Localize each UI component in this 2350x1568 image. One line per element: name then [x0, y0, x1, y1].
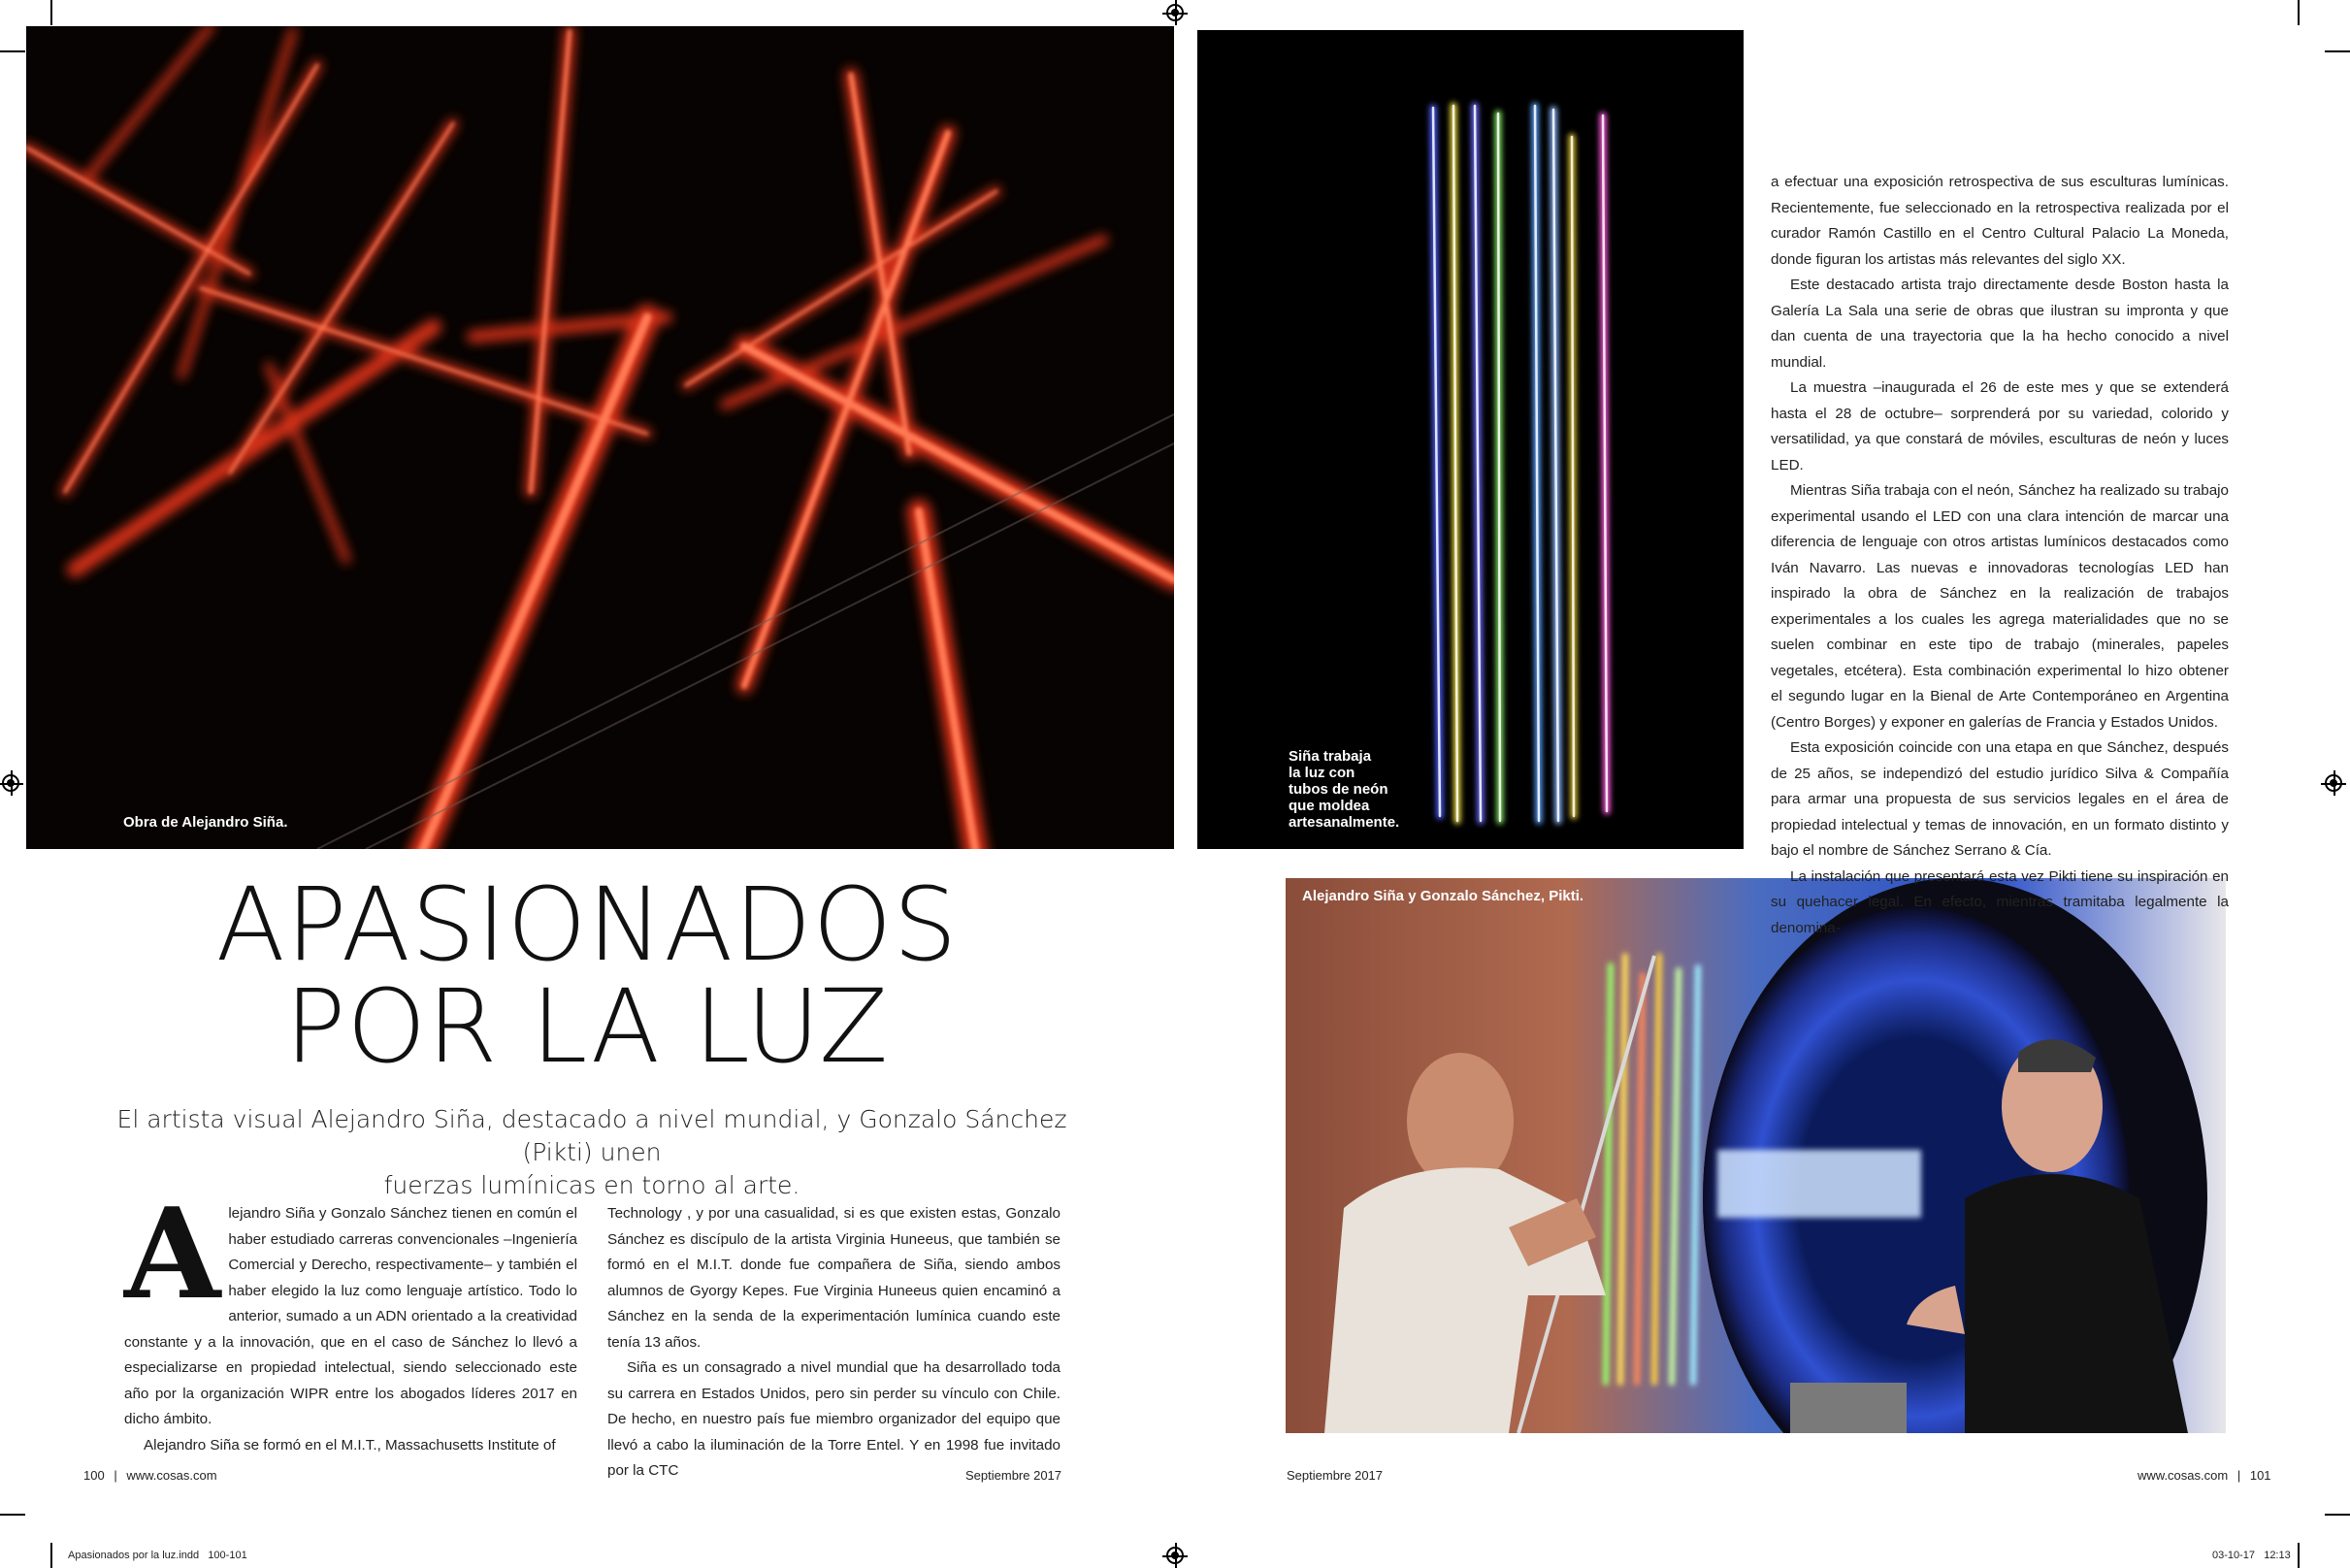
paragraph: Este destacado artista trajo directamente desde Boston hasta la Galería La Sala una serie de obras que ilustran su impronta y que dan cuenta de una trayectoria que la ha hecho conocido a nivel mundial.	[1771, 277, 2229, 371]
caption-line: artesanalmente.	[1289, 814, 1400, 831]
crop-mark	[2298, 1543, 2300, 1568]
paragraph: La muestra –inaugurada el 26 de este mes y que se extenderá hasta el 28 de octubre– sorprenderá por su variedad, colorido y versatilidad, ya que constará de móviles, esculturas de neón y luces LED.	[1771, 379, 2229, 474]
photo-artists-portrait	[1286, 878, 2226, 1433]
photo-caption: Obra de Alejandro Siña.	[123, 814, 288, 831]
drop-cap: A	[124, 1182, 221, 1327]
photo-neon-tubes	[1197, 30, 1744, 849]
caption-line: que moldea	[1289, 798, 1370, 814]
crop-mark	[0, 50, 25, 52]
page-number: 101	[2249, 1468, 2271, 1483]
paragraph: a efectuar una exposición retrospectiva de sus esculturas lumínicas. Recientemente, fue seleccionado en la retrospectiva realizada por el curador Ramón Castillo en el Centro Cultural Palacio La Moneda, donde figuran los artistas más relevantes del siglo XX.	[1771, 174, 2229, 268]
folio-separator: |	[2236, 1468, 2241, 1483]
paragraph: La instalación que presentará esta vez Pikti tiene su inspiración en su quehacer legal. En efecto, mientras tramitaba legalmente la denomina-	[1771, 867, 2229, 936]
crop-mark	[2298, 0, 2300, 25]
photo-red-neon-artwork	[26, 26, 1174, 849]
body-column-1	[124, 1182, 577, 1458]
caption-line: Siña trabaja	[1289, 748, 1372, 765]
folio-separator: |	[114, 1468, 117, 1483]
page-number: 100	[83, 1468, 105, 1483]
crop-mark	[50, 1543, 52, 1568]
paragraph: Alejandro Siña se formó en el M.I.T., Massachusetts Institute of	[144, 1436, 556, 1454]
site-url: www.cosas.com	[2138, 1468, 2229, 1483]
standfirst	[116, 1103, 1067, 1202]
photo-caption	[1289, 748, 1399, 831]
crop-mark	[2325, 50, 2350, 52]
site-url: www.cosas.com	[126, 1468, 217, 1483]
crop-mark	[50, 0, 52, 25]
photo-caption: Alejandro Siña y Gonzalo Sánchez, Pikti.	[1302, 888, 1584, 904]
registration-mark	[1166, 4, 1184, 21]
headline-line-1: APASIONADOS	[215, 866, 959, 984]
body-column-3	[1771, 170, 2229, 941]
crop-mark	[2325, 1514, 2350, 1516]
folio-date-left: Septiembre 2017	[965, 1468, 1062, 1483]
registration-mark	[2, 774, 19, 792]
caption-line: la luz con	[1289, 765, 1355, 781]
folio-left	[83, 1468, 217, 1483]
paragraph: Siña es un consagrado a nivel mundial que ha desarrollado toda su carrera en Estados Unidos, pero sin perder su vínculo con Chile. De hecho, en nuestro país fue miembro organizador del equipo que llevó a cabo la iluminación de la Torre Entel. Y en 1998 fue invitado por la CTC	[607, 1359, 1061, 1479]
standfirst-line: El artista visual Alejandro Siña, destacado a nivel mundial, y Gonzalo Sánchez (Pikti) unen	[116, 1105, 1067, 1166]
paragraph: Mientras Siña trabaja con el neón, Sánchez ha realizado su trabajo experimental usando el LED con una clara intención de marcar una diferencia de lenguaje con otros artistas lumínicos destacados como Iván Navarro. Las nuevas e innovadoras tecnologías LED han inspirado la obra de Sánchez en la realización de trabajos experimentales a los cuales les agrega materialidades que no se suelen combinar en este tipo de trabajo (minerales, papeles vegetales, etcétera). Esta combinación experimental lo hizo obtener el segundo lugar en la Bienal de Arte Contemporáneo en Argentina (Centro Borges) y exponer en galerías de Francia y Estados Unidos.	[1771, 482, 2229, 731]
paragraph: Technology , y por una casualidad, si es que existen estas, Gonzalo Sánchez es discípulo de la artista Virginia Huneeus, que también se formó en el M.I.T. donde fue compañera de Siña, siendo ambos alumnos de Gyorgy Kepes. Fue Virginia Huneeus quien encaminó a Sánchez en la senda de la experimentación lumínica cuando este tenía 13 años.	[607, 1205, 1061, 1351]
caption-line: tubos de neón	[1289, 781, 1388, 798]
folio-right	[2138, 1468, 2271, 1483]
folio-date-right: Septiembre 2017	[1287, 1468, 1384, 1483]
crop-mark	[0, 1514, 25, 1516]
registration-mark	[1166, 1547, 1184, 1564]
headline-line-2: POR LA LUZ	[284, 967, 890, 1086]
slug-timestamp: 03-10-17 12:13	[2212, 1550, 2291, 1561]
standfirst-line: fuerzas lumínicas en torno al arte.	[383, 1171, 800, 1199]
body-column-2	[607, 1201, 1061, 1485]
slug-filename: Apasionados por la luz.indd 100-101	[68, 1550, 247, 1561]
paragraph: lejandro Siña y Gonzalo Sánchez tienen en común el haber estudiado carreras convencionales –Ingeniería Comercial y Derecho, respectivamente– y también el haber elegido la luz como lenguaje artístico. Todo lo anterior, sumado a un ADN orientado a la creatividad constante y a la innovación, que en el caso de Sánchez lo llevó a especializarse en propiedad intelectual, siendo seleccionado este año por la organización WIPR entre los abogados líderes 2017 en dicho ámbito.	[124, 1205, 577, 1427]
paragraph: Esta exposición coincide con una etapa en que Sánchez, después de 25 años, se independizó del estudio jurídico Silva & Compañía para armar una propuesta de sus servicios legales en el área de propiedad intelectual y temas de innovación, en un formato distinto y bajo el nombre de Sánchez Serrano & Cía.	[1771, 739, 2229, 859]
registration-mark	[2325, 774, 2342, 792]
